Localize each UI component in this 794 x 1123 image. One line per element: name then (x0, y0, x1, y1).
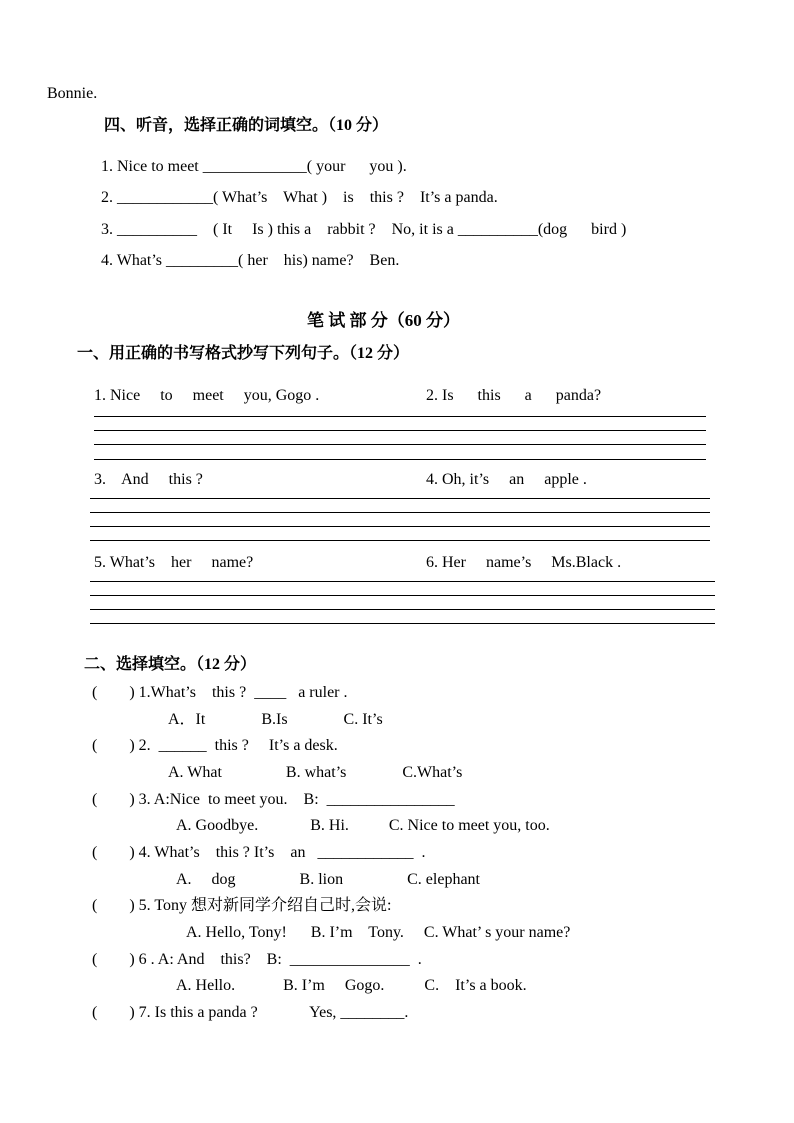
listening-heading: 四、听音，选择正确的词填空。（10 分） (104, 117, 389, 134)
copy-item-2: 2. Is this a panda? (426, 387, 602, 404)
question-6: ( ) 6 . A: And this? B: _______________ . (92, 951, 422, 968)
writing-line (90, 498, 710, 499)
choice-heading: 二、选择填空。（12 分） (84, 656, 257, 673)
copy-item-3: 3. And this ? (94, 471, 203, 488)
listening-item-4: 4. What’s _________( her his) name? Ben. (101, 252, 400, 269)
listening-item-1: 1. Nice to meet _____________( your you ). (101, 158, 407, 175)
written-title: 笔 试 部 分（60 分） (307, 311, 460, 330)
copy-item-6: 6. Her name’s Ms.Black . (426, 554, 622, 571)
copy-item-1: 1. Nice to meet you, Gogo . (94, 387, 320, 404)
writing-line (94, 459, 706, 460)
writing-line (90, 581, 715, 582)
copy-item-5: 5. What’s her name? (94, 554, 254, 571)
question-5: ( ) 5. Tony 想对新同学介绍自己时,会说: (92, 897, 392, 914)
question-2-options: A. What B. what’s C.What’s (168, 764, 463, 781)
copy-item-4: 4. Oh, it’s an apple . (426, 471, 587, 488)
question-4-options: A. dog B. lion C. elephant (176, 871, 480, 888)
writing-line (90, 540, 710, 541)
question-3-options: A. Goodbye. B. Hi. C. Nice to meet you, too. (176, 817, 550, 834)
writing-line (90, 512, 710, 513)
writing-line (90, 595, 715, 596)
top-line: Bonnie. (47, 85, 98, 102)
listening-item-3: 3. __________ ( It Is ) this a rabbit ? No, it is a __________(dog bird ) (101, 221, 627, 238)
writing-line (94, 416, 706, 417)
listening-item-2: 2. ____________( What’s What ) is this ? It’s a panda. (101, 189, 498, 206)
question-5-options: A. Hello, Tony! B. I’m Tony. C. What’ s your name? (186, 924, 571, 941)
question-7: ( ) 7. Is this a panda ? Yes, ________. (92, 1004, 409, 1021)
copy-heading: 一、用正确的书写格式抄写下列句子。（12 分） (77, 345, 410, 362)
question-2: ( ) 2. ______ this ? It’s a desk. (92, 737, 338, 754)
question-4: ( ) 4. What’s this ? It’s an ____________ . (92, 844, 426, 861)
question-1: ( ) 1.What’s this ? ____ a ruler . (92, 684, 348, 701)
question-3: ( ) 3. A:Nice to meet you. B: ________________ (92, 791, 455, 808)
writing-line (90, 609, 715, 610)
writing-line (90, 526, 710, 527)
writing-line (94, 444, 706, 445)
writing-line (90, 623, 715, 624)
question-1-options: A．It B.Is C. It’s (168, 711, 383, 728)
writing-line (94, 430, 706, 431)
question-6-options: A. Hello. B. I’m Gogo. C. It’s a book. (176, 977, 527, 994)
